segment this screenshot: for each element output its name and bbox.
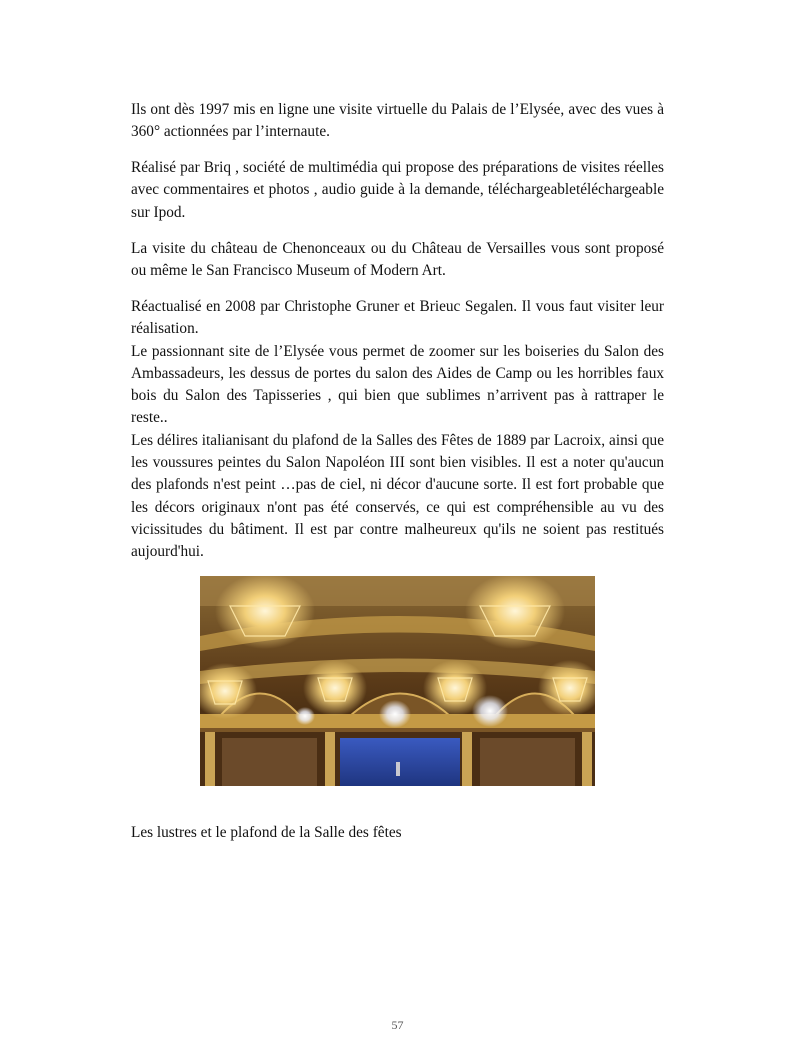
salle-des-fetes-photo [200, 576, 595, 786]
paragraph-briq: Réalisé par Briq , société de multimédia qui propose des préparations de visites réelles avec commentaires et photos , audio guide à la demande, téléchargeabletéléchargeable sur Ipod. [131, 159, 664, 221]
paragraph-group-elysee [131, 296, 664, 564]
paragraph-update-2008: Réactualisé en 2008 par Christophe Gruner et Brieuc Segalen. Il vous faut visiter leur réalisation. [131, 298, 664, 338]
figure-caption: Les lustres et le plafond de la Salle des fêtes [131, 824, 402, 841]
paragraph-ceilings: Les délires italianisant du plafond de la Salles des Fêtes de 1889 par Lacroix, ainsi que les voussures peintes du Salon Napoléon III sont bien visibles. Il est a noter qu'aucun des plafonds n'est peint …pas de ciel, ni décor d'aucune sorte. Il est fort probable que les décors originaux n'ont pas été conservés, ce qui est compréhensible au vu des vicissitudes du bâtiment. Il est par contre malheureux qu'ils ne soient pas restitués aujourd'hui. [131, 431, 664, 561]
paragraph-chateaux: La visite du château de Chenonceaux ou du Château de Versailles vous sont proposé ou même le San Francisco Museum of Modern Art. [131, 240, 664, 280]
paragraph-zoom-salons: Le passionnant site de l’Elysée vous permet de zoomer sur les boiseries du Salon des Ambassadeurs, les dessus de portes du salon des Aides de Camp ou les horribles faux bois du Salon des Tapisseries , qui bien que sublimes n’arrivent pas à rattraper le reste.. [131, 342, 664, 427]
page-number: 57 [391, 1018, 404, 1032]
paragraph-virtual-visit: Ils ont dès 1997 mis en ligne une visite virtuelle du Palais de l’Elysée, avec des vues à 360° actionnées par l’internaute. [131, 101, 664, 141]
